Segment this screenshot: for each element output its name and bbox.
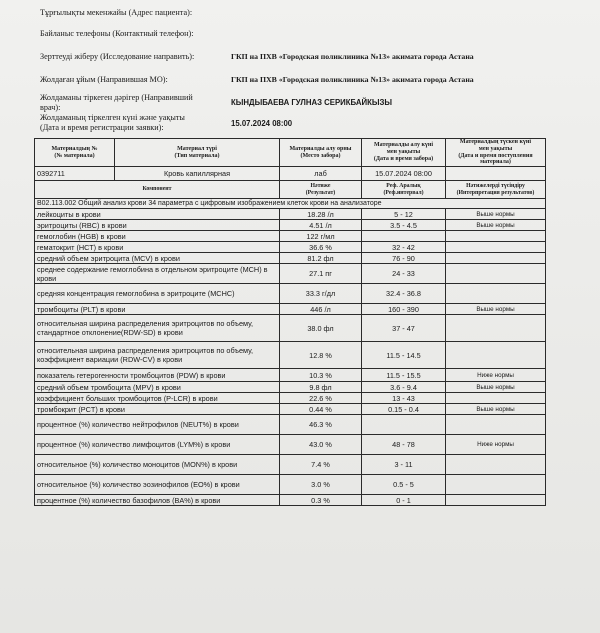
result-value: 27.1 пг: [280, 264, 362, 284]
results-table: [34, 138, 546, 506]
result-name: среднее содержание гемоглобина в отдельном эритроците (МСН) в крови: [35, 264, 280, 284]
result-name: гемоглобин (HGB) в крови: [35, 231, 280, 242]
sample-header-row: [35, 139, 546, 167]
result-ref: 11.5 - 14.5: [362, 342, 446, 369]
table-row: [35, 404, 546, 415]
result-ref: 37 - 47: [362, 315, 446, 342]
result-interp: [446, 455, 546, 475]
result-interp: [446, 342, 546, 369]
sample-header-collected: [362, 139, 446, 167]
result-interp: [446, 253, 546, 264]
results-header-result: [280, 181, 362, 199]
table-row: [35, 495, 546, 506]
referral-doctor-label-1: Жолдаманы тіркеген дәрігер (Направивший: [40, 93, 193, 102]
result-name: показатель гетерогенности тромбоцитов (PDW) в крови: [35, 369, 280, 382]
result-ref: [362, 231, 446, 242]
result-name: лейкоциты в крови: [35, 209, 280, 220]
patient-address-row: [40, 8, 192, 18]
result-name: относительная ширина распределения эритроцитов по объему, коэффициент вариации (RDW-CV) в крови: [35, 342, 280, 369]
result-value: 12.8 %: [280, 342, 362, 369]
result-value: 122 г/мл: [280, 231, 362, 242]
sample-header-number: [35, 139, 115, 167]
sample-type: Кровь капиллярная: [115, 167, 280, 181]
result-interp: [446, 284, 546, 304]
results-header-ref-text: Реф. Аралық (Реф.интервал): [383, 182, 424, 196]
result-ref: 0.15 - 0.4: [362, 404, 446, 415]
table-row: [35, 435, 546, 455]
table-row: [35, 393, 546, 404]
result-ref: 76 - 90: [362, 253, 446, 264]
result-value: 7.4 %: [280, 455, 362, 475]
results-section-title: B02.113.002 Общий анализ крови 34 параметра с цифровым изображением клеток крови на анализаторе: [35, 199, 546, 209]
result-value: 81.2 фл: [280, 253, 362, 264]
table-row: [35, 455, 546, 475]
result-interp: Выше нормы: [446, 220, 546, 231]
table-row: [35, 264, 546, 284]
results-header-component: Компонент: [35, 181, 280, 199]
sample-header-type: [115, 139, 280, 167]
patient-phone-row: [40, 29, 194, 39]
result-interp: [446, 315, 546, 342]
referral-doctor-value: КЫНДЫБАЕВА ГУЛНАЗ СЕРИКБАЙКЫЗЫ: [231, 98, 392, 107]
referral-sent-row: [40, 52, 474, 62]
referral-doctor-label-2: врач):: [40, 102, 61, 112]
table-row: [35, 415, 546, 435]
result-value: 38.0 фл: [280, 315, 362, 342]
result-interp: [446, 393, 546, 404]
result-interp: Ниже нормы: [446, 435, 546, 455]
result-name: средняя концентрация гемоглобина в эритроците (MCHC): [35, 284, 280, 304]
result-interp: [446, 495, 546, 506]
sample-header-received-text: Материалдың түскен күні мен уақыты (Дата и время поступления материала): [458, 139, 533, 166]
result-interp: [446, 242, 546, 253]
result-name: относительная ширина распределения эритроцитов по объему, стандартное отклонение(RDW-SD) в крови: [35, 315, 280, 342]
result-interp: [446, 415, 546, 435]
table-row: [35, 209, 546, 220]
results-header-interp: [446, 181, 546, 199]
result-value: 46.3 %: [280, 415, 362, 435]
referral-from-row: [40, 75, 474, 85]
results-header-result-text: Нәтиже (Результат): [305, 182, 336, 196]
table-row: [35, 231, 546, 242]
result-interp: [446, 475, 546, 495]
result-value: 0.44 %: [280, 404, 362, 415]
result-ref: [362, 415, 446, 435]
referral-date-row: [40, 113, 293, 132]
result-ref: 13 - 43: [362, 393, 446, 404]
table-row: [35, 382, 546, 393]
result-name: средний объем эритроцита (MCV) в крови: [35, 253, 280, 264]
results-header-row: [35, 181, 546, 199]
result-value: 22.6 %: [280, 393, 362, 404]
result-ref: 3.5 - 4.5: [362, 220, 446, 231]
referral-sent-value: ГКП на ПХВ «Городская поликлиника №13» акимата города Астана: [231, 52, 474, 61]
result-interp: [446, 264, 546, 284]
referral-from-label: Жолдаған ұйым (Направившая МО):: [40, 75, 168, 84]
referral-from-value: ГКП на ПХВ «Городская поликлиника №13» акимата города Астана: [231, 75, 474, 84]
sample-collected: 15.07.2024 08:00: [362, 167, 446, 181]
sample-header-collected-text: Материалды алу күні мен уақыты (Дата и время забора): [373, 142, 434, 162]
result-name: относительное (%) количество моноцитов (MON%) в крови: [35, 455, 280, 475]
result-name: относительное (%) количество эозинофилов (EO%) в крови: [35, 475, 280, 495]
referral-date-label-1: Жолдаманың тіркелген күні және уақыты: [40, 113, 185, 122]
table-row: [35, 315, 546, 342]
sample-header-place: [280, 139, 362, 167]
result-name: коэффициент больших тромбоцитов (P-LCR) в крови: [35, 393, 280, 404]
table-row: [35, 242, 546, 253]
table-row: [35, 253, 546, 264]
patient-phone-label: Байланыс телефоны (Контактный телефон):: [40, 29, 194, 38]
result-interp: Выше нормы: [446, 209, 546, 220]
table-row: [35, 342, 546, 369]
result-name: процентное (%) количество нейтрофилов (NEUT%) в крови: [35, 415, 280, 435]
sample-header-type-text: Материал түрі (Тип материала): [174, 145, 220, 159]
result-ref: 24 - 33: [362, 264, 446, 284]
result-value: 10.3 %: [280, 369, 362, 382]
table-row: [35, 369, 546, 382]
result-name: эритроциты (RBC) в крови: [35, 220, 280, 231]
result-name: процентное (%) количество лимфоцитов (LYM%) в крови: [35, 435, 280, 455]
result-ref: 160 - 390: [362, 304, 446, 315]
patient-address-label: Тұрғылықты мекенжайы (Адрес пациента):: [40, 8, 193, 17]
result-name: процентное (%) количество базофилов (BA%) в крови: [35, 495, 280, 506]
result-value: 0.3 %: [280, 495, 362, 506]
referral-date-label-2: (Дата и время регистрации заявки):: [40, 122, 164, 132]
result-value: 36.6 %: [280, 242, 362, 253]
result-value: 4.51 /л: [280, 220, 362, 231]
result-ref: 5 - 12: [362, 209, 446, 220]
table-row: [35, 284, 546, 304]
sample-header-received: [446, 139, 546, 167]
result-value: 33.3 г/дл: [280, 284, 362, 304]
result-value: 9.8 фл: [280, 382, 362, 393]
table-row: [35, 304, 546, 315]
result-interp: Выше нормы: [446, 382, 546, 393]
result-interp: Выше нормы: [446, 404, 546, 415]
result-ref: 0 - 1: [362, 495, 446, 506]
result-value: 3.0 %: [280, 475, 362, 495]
result-ref: 3.6 - 9.4: [362, 382, 446, 393]
table-row: [35, 220, 546, 231]
result-ref: 32 - 42: [362, 242, 446, 253]
result-interp: Ниже нормы: [446, 369, 546, 382]
sample-row: [35, 167, 546, 181]
table-row: [35, 475, 546, 495]
result-ref: 0.5 - 5: [362, 475, 446, 495]
result-interp: Выше нормы: [446, 304, 546, 315]
result-value: 446 /л: [280, 304, 362, 315]
result-ref: 3 - 11: [362, 455, 446, 475]
referral-date-value: 15.07.2024 08:00: [231, 119, 293, 128]
result-ref: 11.5 - 15.5: [362, 369, 446, 382]
sample-header-place-text: Материалды алу орны (Место забора): [289, 145, 352, 159]
result-name: тромбоциты (PLT) в крови: [35, 304, 280, 315]
result-value: 43.0 %: [280, 435, 362, 455]
results-rows: [35, 209, 546, 506]
sample-place: лаб: [280, 167, 362, 181]
sample-received: [446, 167, 546, 181]
result-name: гематокрит (НСТ) в крови: [35, 242, 280, 253]
result-ref: 32.4 - 36.8: [362, 284, 446, 304]
referral-doctor-row: [40, 93, 392, 112]
sample-header-number-text: Материалдың № (№ материала): [51, 145, 98, 159]
results-section-row: [35, 199, 546, 209]
sample-number: 0392711: [35, 167, 115, 181]
result-name: тромбокрит (PCT) в крови: [35, 404, 280, 415]
result-value: 18.28 /л: [280, 209, 362, 220]
result-ref: 48 - 78: [362, 435, 446, 455]
results-header-interp-text: Нәтижелерді түсіндіру (Интерпретация результатов): [456, 182, 535, 196]
result-name: средний объем тромбоцита (MPV) в крови: [35, 382, 280, 393]
results-header-ref: [362, 181, 446, 199]
result-interp: [446, 231, 546, 242]
referral-sent-label: Зерттеуді жіберу (Исследование направить):: [40, 52, 195, 61]
